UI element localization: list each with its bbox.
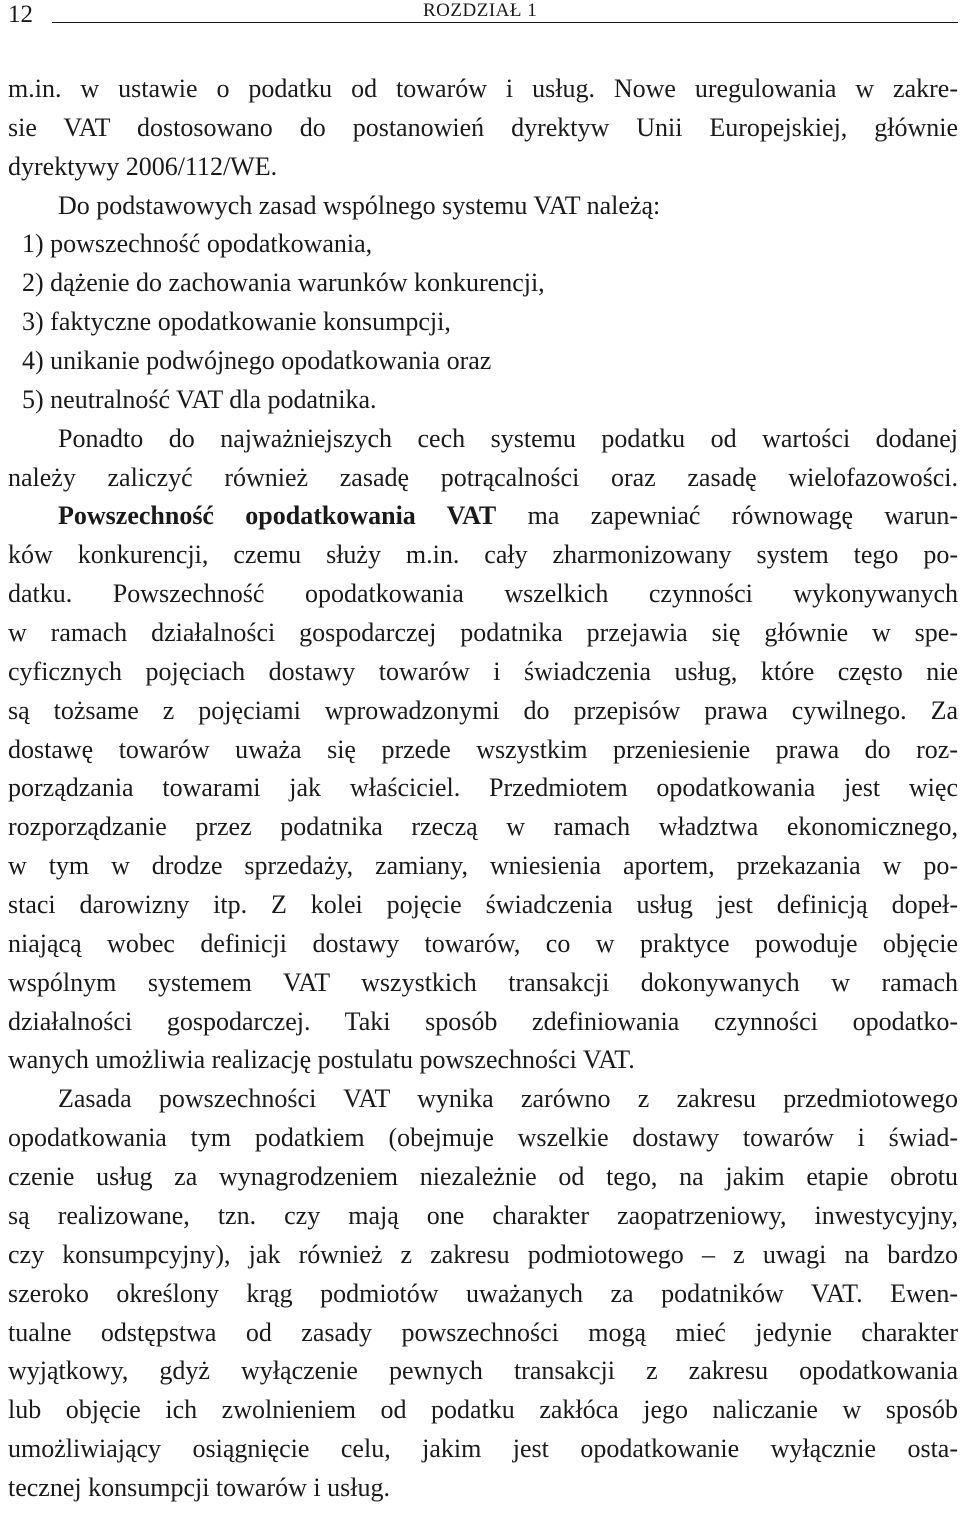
text-line: umożliwiający osiągnięcie celu, jakim jest opodatkowanie wyłącznie osta- (8, 1434, 958, 1464)
text-line: Ponadto do najważniejszych cech systemu podatku od wartości dodanej (58, 423, 958, 453)
text-line: rozporządzanie przez podatnika rzeczą w ramach władztwa ekonomicznego, (8, 812, 958, 842)
bold-phrase: Powszechność opodatkowania VAT (58, 501, 497, 531)
page-header (8, 0, 958, 30)
text-line: czy konsumpcyjny), jak również z zakresu podmiotowego – z uwagi na bardzo (8, 1239, 958, 1269)
text-line: czenie usług za wynagrodzeniem niezależnie od tego, na jakim etapie obrotu (8, 1162, 958, 1192)
running-head: ROZDZIAŁ 1 (423, 0, 538, 21)
text-line: niającą wobec definicji dostawy towarów, co w praktyce powoduje objęcie (8, 928, 958, 958)
text-line: tecznej konsumpcji towarów i usług. (8, 1472, 390, 1502)
header-rule (52, 22, 958, 23)
text-line: należy zaliczyć również zasadę potrącalności oraz zasadę wielofazowości. (8, 462, 958, 492)
text-line: wanych umożliwia realizację postulatu powszechności VAT. (8, 1045, 635, 1075)
text-line: są realizowane, tzn. czy mają one charakter zaopatrzeniowy, inwestycyjny, (8, 1200, 958, 1230)
text-line: tualne odstępstwa od zasady powszechności mogą mieć jedynie charakter (8, 1317, 958, 1347)
list-item: 2) dążenie do zachowania warunków konkurencji, (22, 268, 545, 298)
text-line: cyficznych pojęciach dostawy towarów i świadczenia usług, które często nie (8, 656, 958, 686)
text-line: w ramach działalności gospodarczej podatnika przejawia się głównie w spe- (8, 618, 958, 648)
list-item: 4) unikanie podwójnego opodatkowania oraz (22, 346, 492, 376)
text-line: sie VAT dostosowano do postanowień dyrektyw Unii Europejskiej, głównie (8, 112, 958, 142)
text-line: m.in. w ustawie o podatku od towarów i usług. Nowe uregulowania w zakre- (8, 74, 958, 103)
text-line: w tym w drodze sprzedaży, zamiany, wniesienia aportem, przekazania w po- (8, 851, 958, 881)
text-line: szeroko określony krąg podmiotów uważanych za podatników VAT. Ewen- (8, 1278, 958, 1308)
text-line: wspólnym systemem VAT wszystkich transakcji dokonywanych w ramach (8, 967, 958, 997)
text-line: są tożsame z pojęciami wprowadzonymi do przepisów prawa cywilnego. Za (8, 695, 958, 725)
text-line: staci darowizny itp. Z kolei pojęcie świadczenia usług jest definicją dopeł- (8, 890, 958, 920)
text-line: dostawę towarów uważa się przede wszystkim przeniesienie prawa do roz- (8, 734, 958, 764)
text-span: ma zapewniać równowagę warun- (527, 501, 958, 531)
body-text (8, 70, 958, 1508)
text-line: opodatkowania tym podatkiem (obejmuje wszelkie dostawy towarów i świad- (8, 1123, 958, 1153)
text-line: działalności gospodarczej. Taki sposób zdefiniowania czynności opodatko- (8, 1006, 958, 1036)
list-item: 5) neutralność VAT dla podatnika. (22, 384, 377, 414)
text-line: Do podstawowych zasad wspólnego systemu VAT należą: (58, 190, 661, 220)
text-line (8, 497, 958, 536)
text-line: datku. Powszechność opodatkowania wszelkich czynności wykonywanych (8, 579, 958, 609)
text-line: ków konkurencji, czemu służy m.in. cały zharmonizowany system tego po- (8, 540, 958, 570)
text-line: dyrektywy 2006/112/WE. (8, 151, 278, 181)
text-line: Zasada powszechności VAT wynika zarówno z zakresu przedmiotowego (58, 1084, 958, 1114)
list-item: 3) faktyczne opodatkowanie konsumpcji, (22, 307, 451, 337)
page-number: 12 (8, 1, 33, 28)
text-line: porządzania towarami jak właściciel. Przedmiotem opodatkowania jest więc (8, 773, 958, 803)
text-line: lub objęcie ich zwolnieniem od podatku zakłóca jego naliczanie w sposób (8, 1395, 958, 1425)
list-item: 1) powszechność opodatkowania, (22, 229, 373, 259)
text-line: wyjątkowy, gdyż wyłączenie pewnych transakcji z zakresu opodatkowania (8, 1356, 958, 1386)
